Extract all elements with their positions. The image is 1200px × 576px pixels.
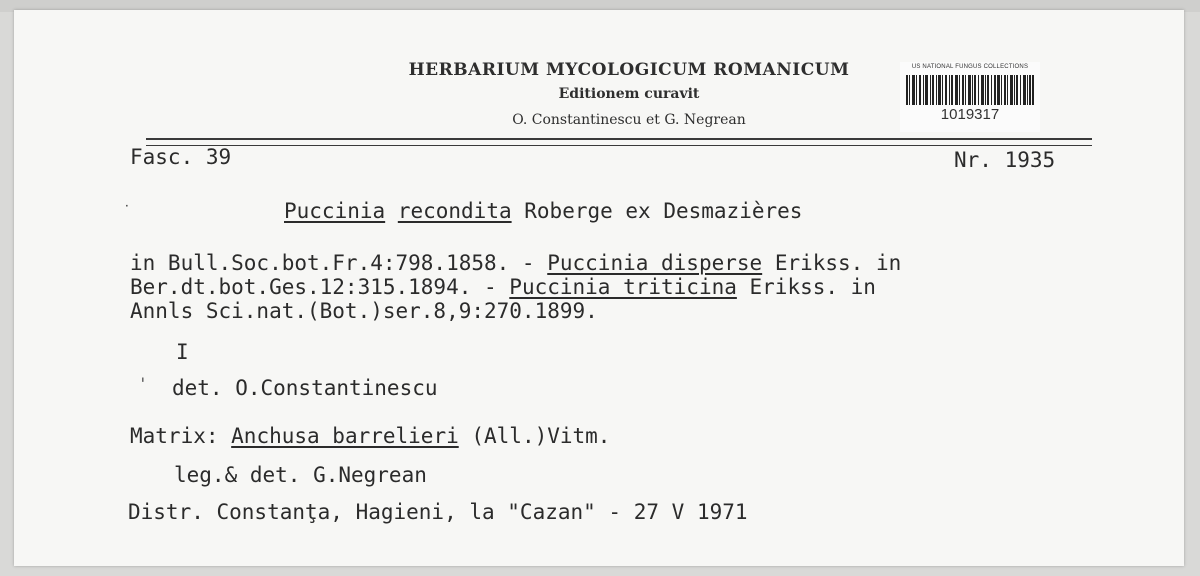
determiner: det. O.Constantinescu (172, 376, 438, 400)
synonym-puccinia-triticina: Puccinia triticina (509, 275, 737, 299)
matrix-line (130, 424, 610, 448)
citation-line-1 (130, 251, 901, 275)
spore-stage: I (176, 340, 189, 364)
barcode-sticker (900, 62, 1040, 132)
matrix-label: Matrix: (130, 424, 232, 448)
species-epithet: recondita (397, 199, 512, 223)
citation-line-2-author: Erikss. in (736, 275, 876, 299)
herbarium-editors: O. Constantinescu et G. Negrean (512, 112, 746, 128)
host-author: (All.)Vitm. (458, 424, 611, 448)
barcode-caption: US NATIONAL FUNGUS COLLECTIONS (911, 64, 1029, 70)
species-name (284, 199, 802, 223)
synonym-puccinia-disperse: Puccinia disperse (547, 251, 763, 275)
citation-line-2 (130, 275, 876, 299)
header-divider (146, 138, 1092, 140)
barcode-icon (906, 75, 1034, 105)
citation-line-3: Annls Sci.nat.(Bot.)ser.8,9:270.1899. (130, 299, 598, 323)
header-divider-thin (146, 145, 1092, 146)
scan-mark: ˙ (122, 202, 132, 221)
exsiccata-number: Nr. 1935 (954, 148, 1056, 172)
citation-line-2-ref: Ber.dt.bot.Ges.12:315.1894. - (130, 275, 510, 299)
citation-line-1-ref: in Bull.Soc.bot.Fr.4:798.1858. - (130, 251, 548, 275)
scan-mark-2: ' (138, 374, 148, 393)
herbarium-subtitle: Editionem curavit (558, 86, 700, 102)
species-genus: Puccinia (284, 199, 386, 223)
species-author: Roberge ex Desmazières (524, 199, 803, 223)
herbarium-label-card (14, 10, 1184, 566)
barcode-number: 1019317 (940, 106, 1000, 123)
host-plant-name: Anchusa barrelieri (231, 424, 459, 448)
locality: Distr. Constanţa, Hagieni, la "Cazan" - 27 V 1971 (128, 500, 748, 524)
citation-line-1-author: Erikss. in (762, 251, 902, 275)
fascicle-number: Fasc. 39 (130, 145, 232, 169)
collector: leg.& det. G.Negrean (174, 463, 427, 487)
herbarium-title: HERBARIUM MYCOLOGICUM ROMANICUM (408, 60, 850, 80)
